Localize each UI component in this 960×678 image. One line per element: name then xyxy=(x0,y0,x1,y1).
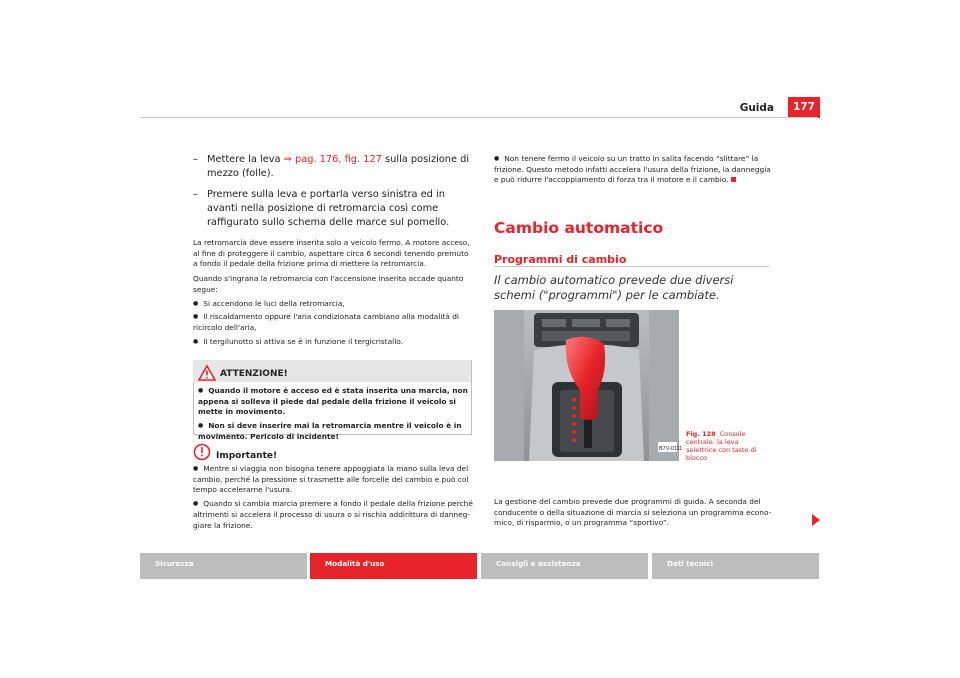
step-text: Premere sulla leva e portarla verso sinistra ed in avanti nella posizione di retromarcia così come raffigurato sullo schema delle marce sul pomello. xyxy=(207,189,450,228)
lead-text: Il cambio automatico prevede due diversi schemi ("programmi") per le cambiate. xyxy=(494,273,734,302)
section-title: Cambio automatico xyxy=(494,219,664,237)
paragraph-retromarcia: La retromarcia deve essere inserita solo a veicolo fermo. A motore acceso, al fine di proteggere il cambio, aspettare circa 6 secondi tenendo premuto a fondo il pedale della frizione prima di mettere la retromarcia. xyxy=(193,238,470,269)
body-text-block xyxy=(193,238,473,347)
arrow-icon: ⇒ xyxy=(283,154,292,165)
paragraph-quando: Quando s'ingrana la retromarcia con l'accensione inserita accade quanto segue: xyxy=(193,274,464,294)
header-rule xyxy=(140,117,818,118)
instruction-step-2 xyxy=(193,188,475,230)
important-item: ● Mentre si viaggia non bisogna tenere appoggiata la mano sulla leva del cambio, perché la pressione si trasmette alle forcelle del cambio e può col tempo accelerarne l'usura. xyxy=(193,464,475,496)
instruction-step-1: – Mettere la leva ⇒ pag. 176, fig. 127 sulla posizione di mezzo (folle). xyxy=(193,154,470,179)
important-content xyxy=(193,464,475,531)
warning-content xyxy=(198,386,470,443)
figure-caption: Fig. 128 Console centrale: la leva selettrice con tasto di blocco xyxy=(686,430,757,462)
warning-title: ATTENZIONE! xyxy=(220,369,288,379)
subsection-rule xyxy=(494,266,769,267)
warning-item: ● Non si deve inserire mai la retromarcia mentre il veicolo è in movimento. Pericolo di incidente! xyxy=(198,421,470,442)
tab-sicurezza[interactable]: Sicurezza xyxy=(140,553,307,579)
running-header-title: Guida xyxy=(739,102,774,114)
caution-circle-icon xyxy=(193,443,211,461)
important-title: Importante! xyxy=(216,451,278,461)
cross-reference-link[interactable]: ⇒ pag. 176, fig. 127 xyxy=(283,154,382,165)
list-item: ● Il tergilunotto si attiva se è in funzione il tergicristallo. xyxy=(193,337,473,348)
body-text: La gestione del cambio prevede due programmi di guida. A seconda del conducente o della situazione di marcia si seleziona un programma econo-mico, di risparmio, o un programma “sportivo”. xyxy=(494,497,772,528)
list-item: ● Si accendono le luci della retromarcia, xyxy=(193,299,473,310)
next-page-arrow-icon[interactable] xyxy=(812,514,820,526)
tab-consigli-assistenza[interactable]: Consigli e assistenza xyxy=(481,553,648,579)
important-item: ● Quando si cambia marcia premere a fondo il pedale della frizione perché altrimenti si accelera il processo di usura o si rischia addirittura di danneg-giare la frizione. xyxy=(193,499,475,531)
page-number: 177 xyxy=(788,97,820,118)
gear-selector-photo xyxy=(494,310,683,461)
right-intro xyxy=(494,154,774,186)
list-item: ● Il riscaldamento oppure l'aria condizionata cambiano alla modalità di ricircolo dell'aria, xyxy=(193,312,473,333)
subsection-title: Programmi di cambio xyxy=(494,253,627,266)
tab-dati-tecnici[interactable]: Dati tecnici xyxy=(652,553,819,579)
figure-image-code: B7V-0111 xyxy=(659,446,683,452)
warning-item: ● Quando il motore è acceso ed è stata inserita una marcia, non appena si solleva il piede dal pedale della frizione il veicolo si mette in movimento. xyxy=(198,386,470,418)
tab-modalita-uso[interactable]: Modalità d'uso xyxy=(310,553,477,579)
end-marker-icon xyxy=(731,177,736,182)
step-dash: – xyxy=(193,189,198,200)
intro-bullet-text: Non tenere fermo il veicolo su un tratto in salita facendo “slittare” la frizione. Questo metodo infatti accelera l'usura della frizione, la danneggia e può ridurre l'accoppiamento di forza tra il motore e il cambio. xyxy=(494,154,771,185)
warning-triangle-icon xyxy=(198,365,216,381)
